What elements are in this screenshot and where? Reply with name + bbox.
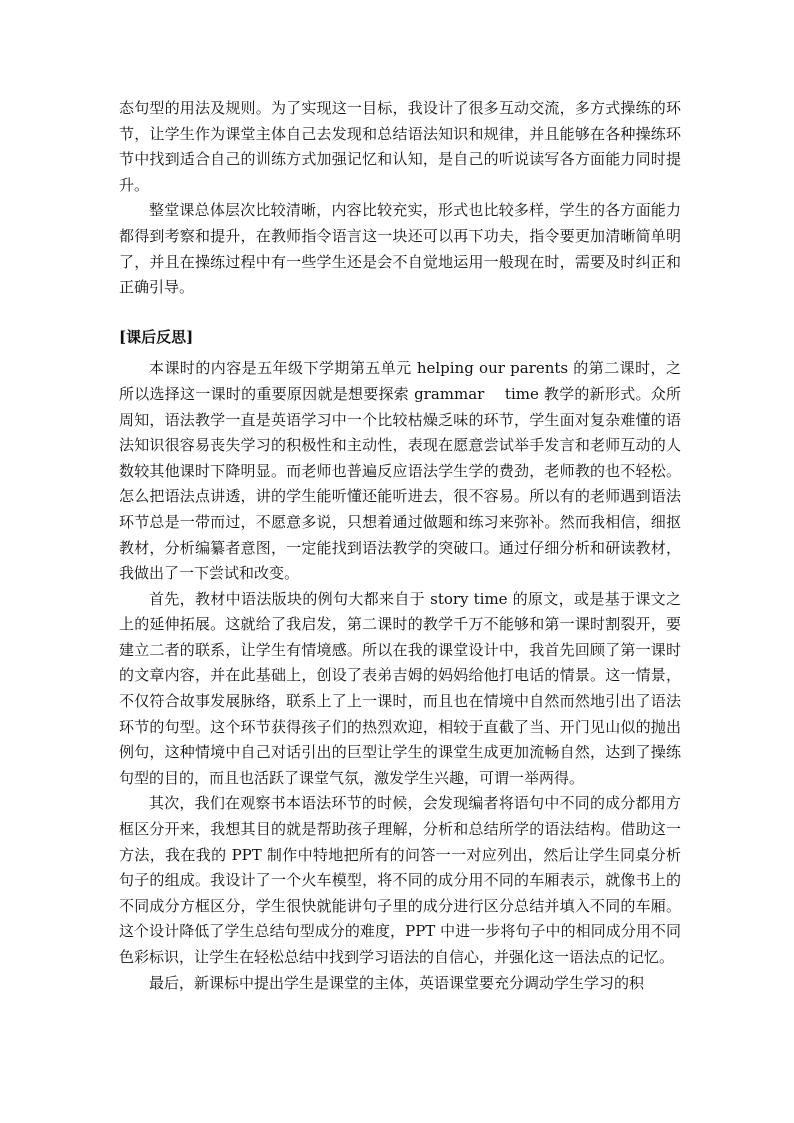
paragraph-second-point: 其次，我们在观察书本语法环节的时候，会发现编者将语句中不同的成分都用方框区分开来，我想其目的就是帮助孩子理解，分析和总结所学的语法结构。借助这一方法，我在我的 PPT 制作中特地把所有的问答一一对应列出，然后让学生同桌分析句子的组成。我设计了一个火车模型，将不同的成分用不同的车厢表示，就像书上的不同成分方框区分，学生很快就能讲句子里的成分进行区分总结并填入不同的车厢。这个设计降低了学生总结句型成分的难度，PPT 中进一步将句子中的相同成分用不同色彩标识，让学生在轻松总结中找到学习语法的自信心，并强化这一语法点的记忆。 <box>119 794 681 966</box>
paragraph-final-point: 最后，新课标中提出学生是课堂的主体，英语课堂要充分调动学生学习的积 <box>149 973 645 992</box>
document-body <box>119 96 681 996</box>
paragraph-continuation: 态句型的用法及规则。为了实现这一目标，我设计了很多互动交流，多方式操练的环节，让学生作为课堂主体自己去发现和总结语法知识和规律，并且能够在各种操练环节中找到适合自己的训练方式加强记忆和认知，是自己的听说读写各方面能力同时提升。 <box>119 99 681 194</box>
paragraph-reflection-intro: 本课时的内容是五年级下学期第五单元 helping our parents 的第二课时，之所以选择这一课时的重要原因就是想要探索 grammar time 教学的新形式。众所周知，语法教学一直是英语学习中一个比较枯燥乏味的环节，学生面对复杂难懂的语法知识很容易丧失学习的积极性和主动性，表现在愿意尝试举手发言和老师互动的人数较其他课时下降明显。而老师也普遍反应语法学生学的费劲，老师教的也不轻松。怎么把语法点讲透，讲的学生能听懂还能听进去，很不容易。所以有的老师遇到语法环节总是一带而过，不愿意多说，只想着通过做题和练习来弥补。然而我相信，细抠教材，分析编纂者意图，一定能找到语法教学的突破口。通过仔细分析和研读教材，我做出了一下尝试和改变。 <box>119 359 681 583</box>
spacer <box>119 301 681 325</box>
paragraph-first-point: 首先，教材中语法版块的例句大都来自于 story time 的原文，或是基于课文之上的延伸拓展。这就给了我启发，第二课时的教学千万不能够和第一课时割裂开，要建立二者的联系，让学生有情境感。所以在我的课堂设计中，我首先回顾了第一课时的文章内容，并在此基础上，创设了表弟吉姆的妈妈给他打电话的情景。这一情景，不仅符合故事发展脉络，联系上了上一课时，而且也在情境中自然而然地引出了语法环节的句型。这个环节获得孩子们的热烈欢迎，相较于直截了当、开门见山似的抛出例句，这种情境中自己对话引出的巨型让学生的课堂生成更加流畅自然，达到了操练句型的目的，而且也活跃了课堂气氛，激发学生兴趣，可谓一举两得。 <box>119 589 681 787</box>
section-heading: [课后反思] <box>119 327 194 346</box>
paragraph-summary: 整堂课总体层次比较清晰，内容比较充实，形式也比较多样，学生的各方面能力都得到考察和提升，在教师指令语言这一块还可以再下功夫，指令要更加清晰简单明了，并且在操练过程中有一些学生还是会不自觉地运用一般现在时，需要及时纠正和正确引导。 <box>119 201 681 297</box>
